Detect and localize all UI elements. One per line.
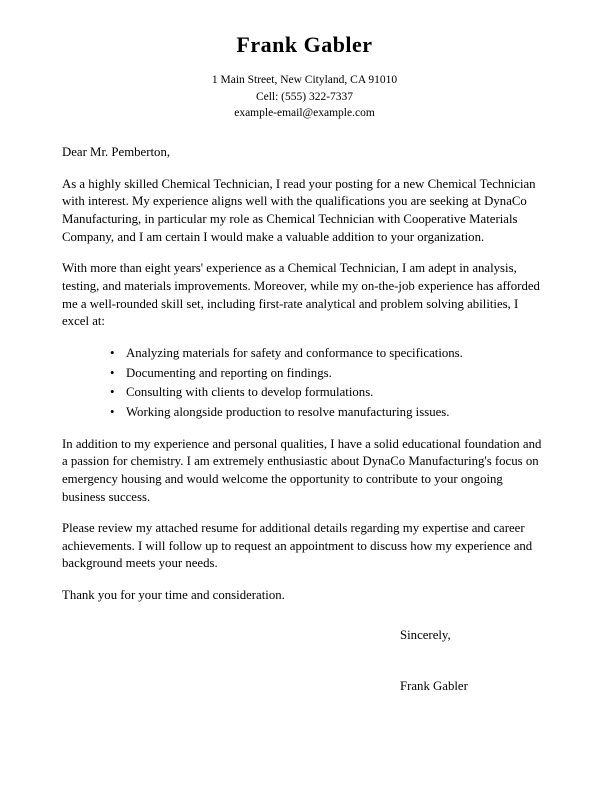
closing-block <box>400 627 547 696</box>
letter-body <box>62 144 547 696</box>
paragraph-followup: Please review my attached resume for additional details regarding my expertise and career achievements. I will follow up to request an appointment to discuss how my experience and background meets your needs. <box>62 521 533 571</box>
contact-cell: Cell: (555) 322-7337 <box>255 90 354 103</box>
paragraph-experience: With more than eight years' experience as a Chemical Technician, I am adept in analysis, testing, and materials improvements. Moreover, while my on-the-job experience has afforded me a well-rounded skill set, including first-rate analytical and problem solving abilities, I excel at: <box>62 261 540 329</box>
bullet-item: • Consulting with clients to develop formulations. <box>110 384 547 402</box>
letter-author-name: Frank Gabler <box>236 32 373 57</box>
skills-bullet-list <box>62 345 547 422</box>
contact-address: 1 Main Street, New Cityland, CA 91010 <box>211 74 398 86</box>
paragraph-thanks: Thank you for your time and consideration. <box>62 588 285 603</box>
bullet-item: • Documenting and reporting on findings. <box>110 365 547 383</box>
signature-name: Frank Gabler <box>400 679 468 694</box>
paragraph-intro: As a highly skilled Chemical Technician, I read your posting for a new Chemical Technician with interest. My experience aligns well with the qualifications you are seeking at DynaCo Manufacturing, in particular my role as Chemical Technician with Cooperative Materials Company, and I am certain I would make a valuable addition to your organization. <box>62 176 536 244</box>
closing-phrase: Sincerely, <box>400 627 451 642</box>
contact-email: example-email@example.com <box>234 107 375 120</box>
salutation: Dear Mr. Pemberton, <box>62 145 171 160</box>
bullet-item: • Working alongside production to resolve manufacturing issues. <box>110 404 547 422</box>
paragraph-education: In addition to my experience and personal qualities, I have a solid educational foundation and a passion for chemistry. I am extremely enthusiastic about DynaCo Manufacturing's focus on emergency housing and would welcome the opportunity to contribute to your ongoing business success. <box>62 436 542 504</box>
contact-block <box>62 72 547 122</box>
bullet-item: • Analyzing materials for safety and conformance to specifications. <box>110 345 547 363</box>
